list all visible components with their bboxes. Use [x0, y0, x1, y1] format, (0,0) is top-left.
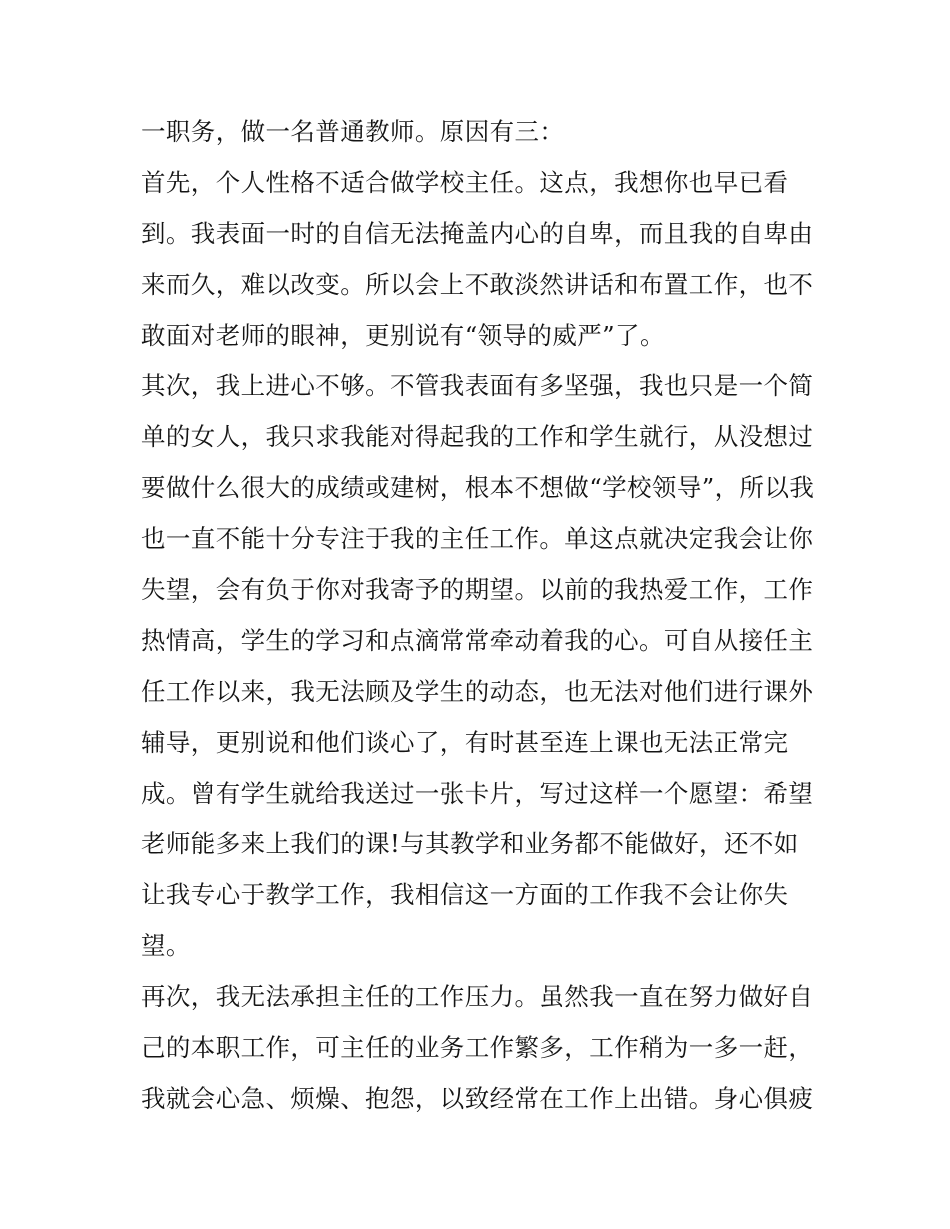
text-line: 成。曾有学生就给我送过一张卡片，写过这样一个愿望：希望 [141, 778, 814, 808]
text-line: 到。我表面一时的自信无法掩盖内心的自卑，而且我的自卑由 [141, 218, 814, 248]
text-line: 失望，会有负于你对我寄予的期望。以前的我热爱工作，工作 [141, 575, 814, 605]
text-line: 首先，个人性格不适合做学校主任。这点，我想你也早已看 [141, 167, 789, 197]
text-line: 敢面对老师的眼神，更别说有“领导的威严”了。 [141, 320, 665, 350]
text-line: 任工作以来，我无法顾及学生的动态，也无法对他们进行课外 [141, 676, 814, 706]
text-line: 辅导，更别说和他们谈心了，有时甚至连上课也无法正常完 [141, 727, 789, 757]
text-line: 一职务，做一名普通教师。原因有三： [141, 117, 565, 146]
text-line: 其次，我上进心不够。不管我表面有多坚强，我也只是一个简 [141, 371, 814, 401]
document-body [141, 107, 821, 1125]
text-line: 老师能多来上我们的课!与其教学和业务都不能做好，还不如 [141, 829, 799, 859]
text-line: 望。 [141, 931, 191, 961]
text-line: 单的女人，我只求我能对得起我的工作和学生就行，从没想过 [141, 422, 814, 452]
text-line: 要做什么很大的成绩或建树，根本不想做“学校领导”，所以我 [141, 473, 815, 503]
text-line: 我就会心急、烦燥、抱怨，以致经常在工作上出错。身心俱疲 [141, 1083, 814, 1113]
text-line: 也一直不能十分专注于我的主任工作。单这点就决定我会让你 [141, 524, 814, 554]
text-line: 再次，我无法承担主任的工作压力。虽然我一直在努力做好自 [141, 982, 814, 1012]
text-line: 热情高，学生的学习和点滴常常牵动着我的心。可自从接任主 [141, 625, 814, 655]
text-line: 来而久，难以改变。所以会上不敢淡然讲话和布置工作，也不 [141, 269, 814, 299]
text-line: 己的本职工作，可主任的业务工作繁多，工作稍为一多一赶， [141, 1033, 814, 1063]
text-line: 让我专心于教学工作，我相信这一方面的工作我不会让你失 [141, 880, 789, 910]
